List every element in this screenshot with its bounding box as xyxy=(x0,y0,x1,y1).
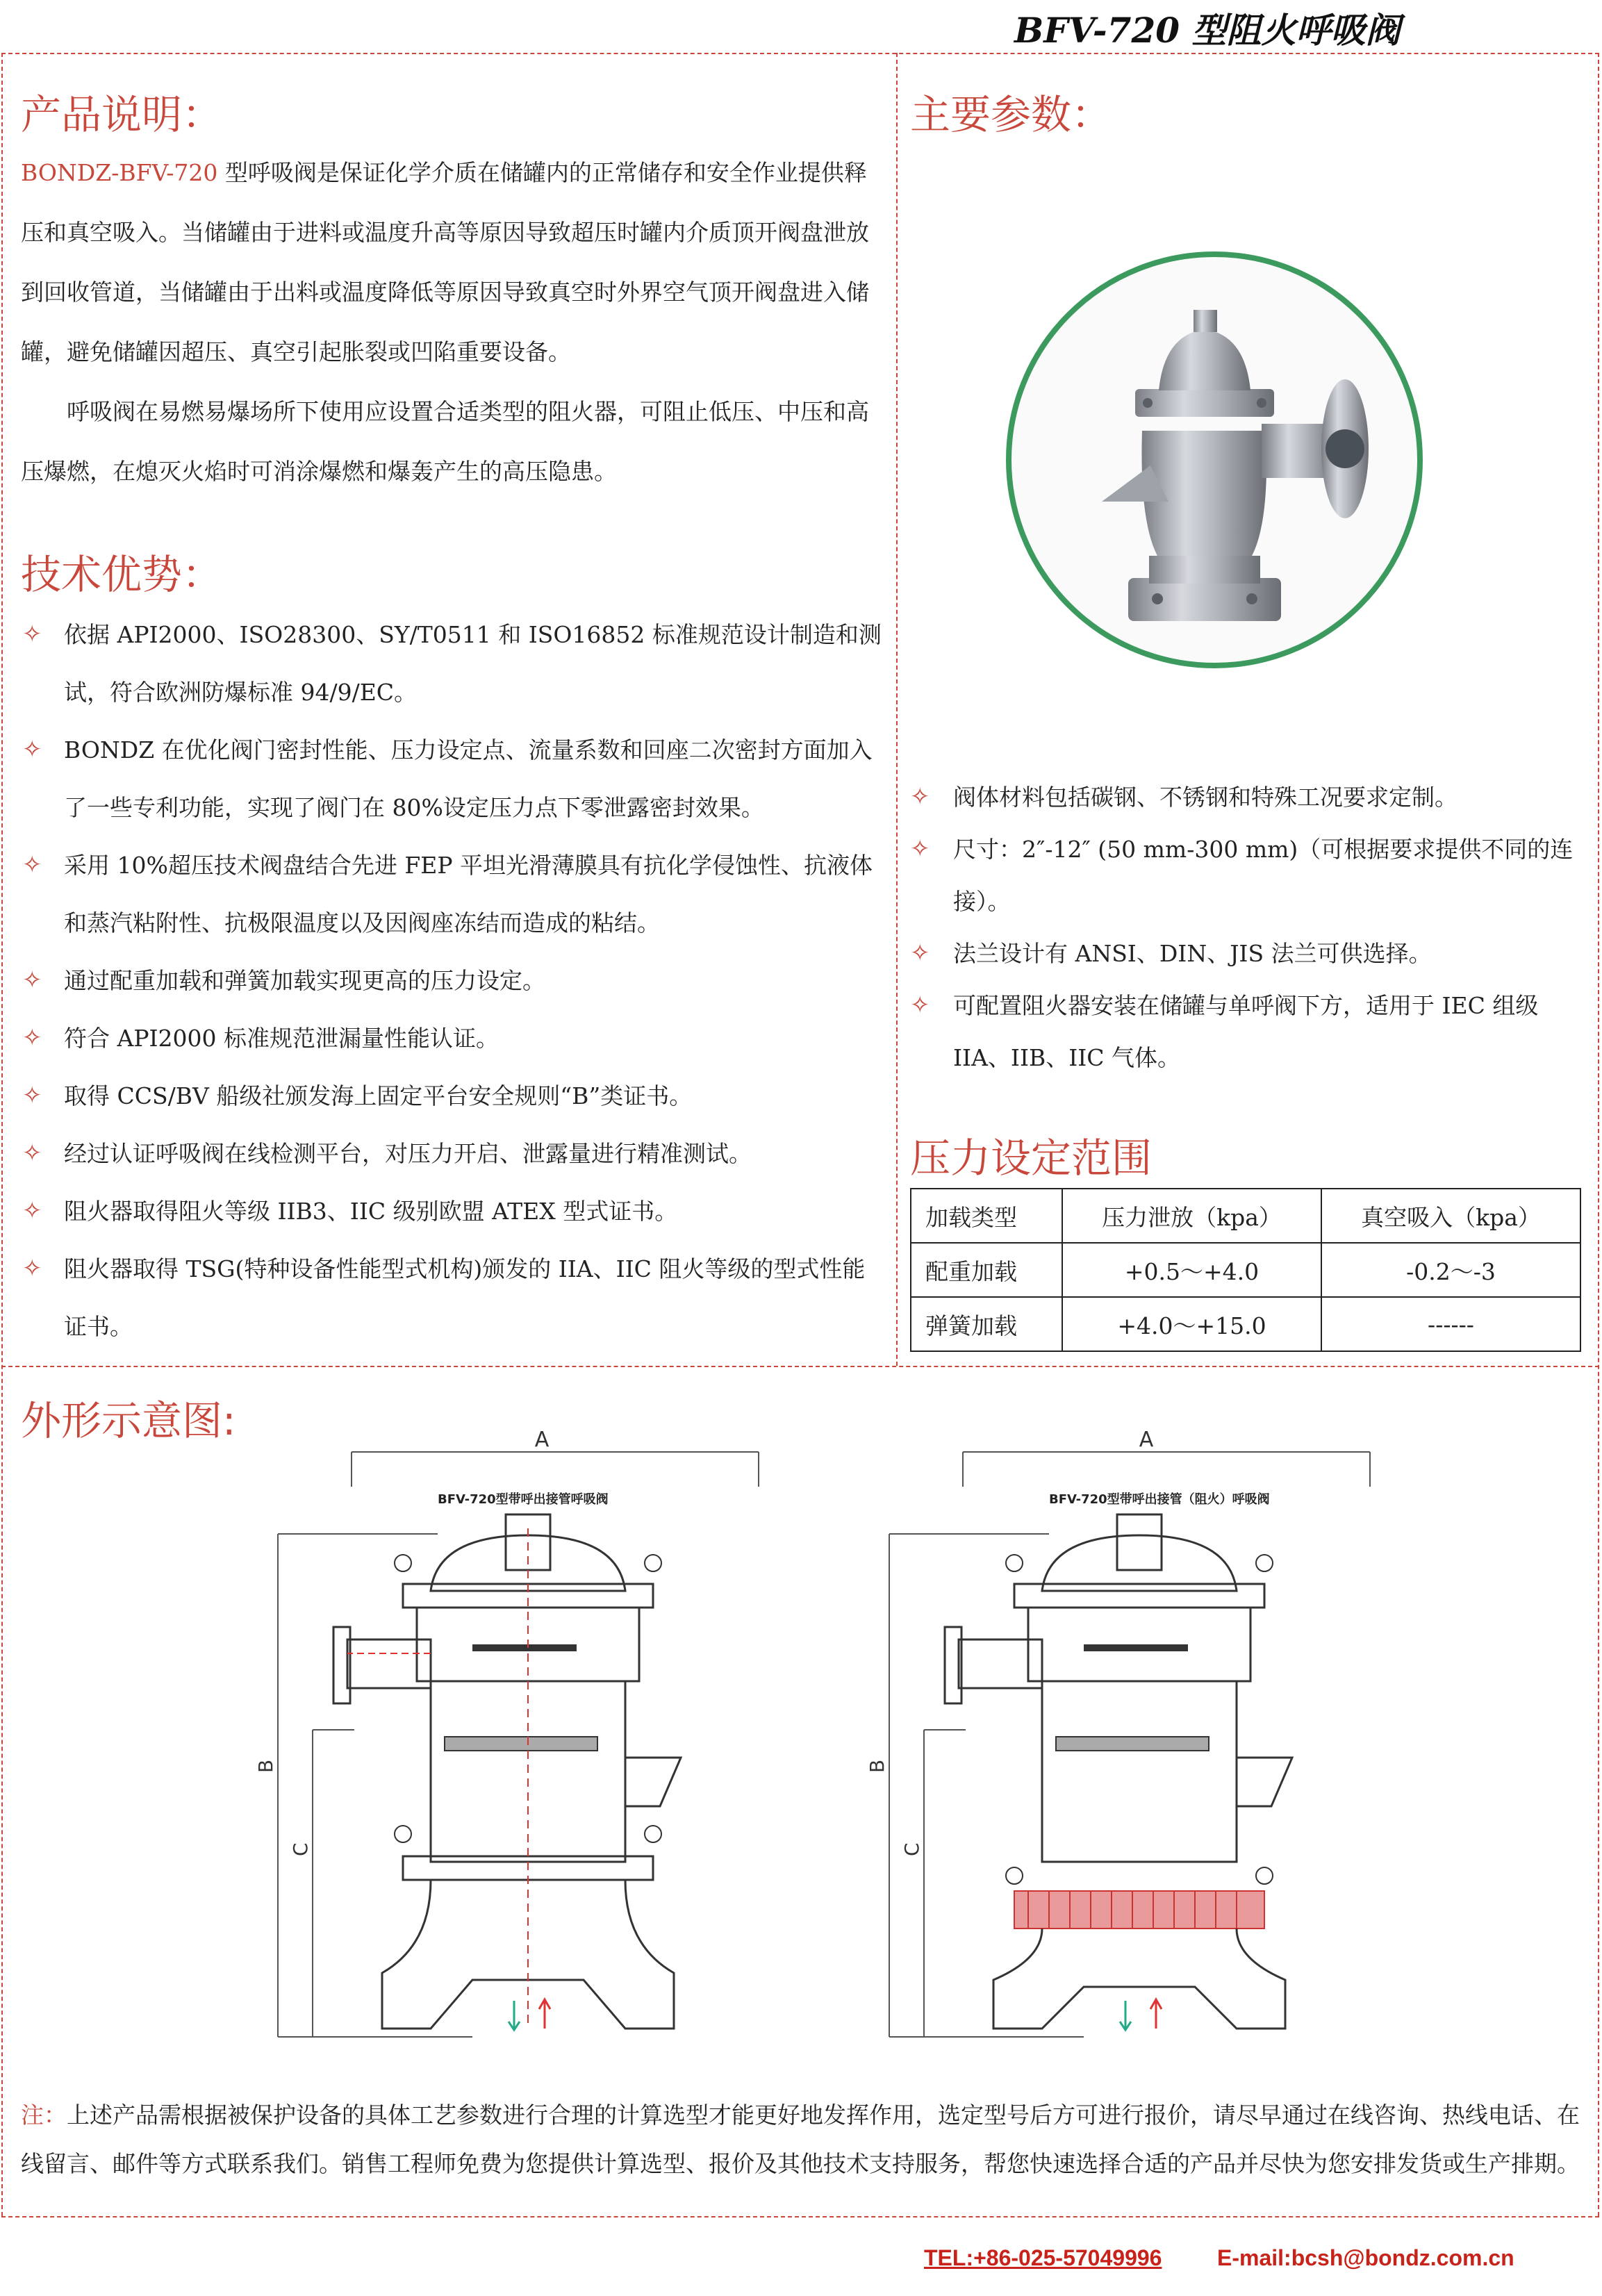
note-label: 注： xyxy=(21,2101,67,2129)
product-description-paragraph-1: BONDZ-BFV-720 型呼吸阀是保证化学介质在储罐内的正常储存和安全作业提供释压和真空吸入。当储罐由于进料或温度升高等原因导致超压时罐内介质顶开阀盘泄放到回收管道，当储罐由于出料或温度降低等原因导致真空时外界空气顶开阀盘进入储罐，避免储罐因超压、真空引起胀裂或凹陷重要设备。 xyxy=(21,159,869,365)
frame-left xyxy=(1,53,3,2216)
main-params-heading: 主要参数： xyxy=(910,91,1112,138)
sparkle-bullet-icon: ✧ xyxy=(22,1082,42,1109)
dimension-c-label: C xyxy=(289,1842,312,1856)
product-description-paragraph-2: 呼吸阀在易燃易爆场所下使用应设置合适类型的阻火器，可阻止低压、中压和高压爆燃，在熄灭火焰时可消涂爆燃和爆轰产生的高压隐患。 xyxy=(21,398,869,485)
sparkle-bullet-icon: ✧ xyxy=(22,851,42,879)
product-description xyxy=(21,143,886,502)
sparkle-bullet-icon: ✧ xyxy=(22,1024,42,1052)
list-item: ✧ 阀体材料包括碳钢、不锈钢和特殊工况要求定制。 xyxy=(910,771,1584,823)
table-row xyxy=(911,1243,1580,1297)
list-item: ✧ 符合 API2000 标准规范泄漏量性能认证。 xyxy=(21,1009,886,1067)
column-header: 真空吸入（kpa） xyxy=(1321,1189,1580,1243)
sparkle-bullet-icon: ✧ xyxy=(22,1197,42,1225)
list-item: ✧ 阻火器取得阻火等级 IIB3、IIC 级别欧盟 ATEX 型式证书。 xyxy=(21,1182,886,1240)
list-item: ✧ 尺寸：2″-12″ (50 mm-300 mm)（可根据要求提供不同的连接）。 xyxy=(910,823,1584,927)
list-item: ✧ 依据 API2000、ISO28300、SY/T0511 和 ISO16852 标准规范设计制造和测试，符合欧洲防爆标准 94/9/EC。 xyxy=(21,606,886,721)
column-header: 压力泄放（kpa） xyxy=(1062,1189,1321,1243)
drawing-title: BFV-720型带呼出接管呼吸阀 xyxy=(438,1492,609,1507)
dimension-b-label: B xyxy=(866,1759,889,1773)
list-item: ✧ 法兰设计有 ANSI、DIN、JIS 法兰可供选择。 xyxy=(910,927,1584,980)
sparkle-bullet-icon: ✧ xyxy=(22,736,42,763)
frame-middle xyxy=(1,1366,1599,1367)
dimension-a-label: A xyxy=(534,1428,550,1452)
email-link[interactable]: E-mail:bcsh@bondz.com.cn xyxy=(1217,2245,1514,2270)
sparkle-bullet-icon: ✧ xyxy=(22,620,42,648)
sparkle-bullet-icon: ✧ xyxy=(22,1139,42,1167)
table-cell: +4.0～+15.0 xyxy=(1062,1297,1321,1351)
sparkle-bullet-icon: ✧ xyxy=(910,939,930,967)
pressure-range-heading: 压力设定范围 xyxy=(910,1134,1153,1182)
sparkle-bullet-icon: ✧ xyxy=(910,991,930,1019)
frame-top xyxy=(1,53,1599,54)
sparkle-bullet-icon: ✧ xyxy=(22,966,42,994)
footer-note xyxy=(21,2091,1584,2188)
frame-right xyxy=(1598,53,1599,2216)
table-cell: -0.2～-3 xyxy=(1321,1243,1580,1297)
product-description-heading: 产品说明： xyxy=(21,91,223,138)
valve-photo-illustration xyxy=(1011,257,1417,663)
list-item: ✧ 采用 10%超压技术阀盘结合先进 FEP 平坦光滑薄膜具有抗化学侵蚀性、抗液体和蒸汽粘附性、抗极限温度以及因阀座冻结而造成的粘结。 xyxy=(21,836,886,952)
dimension-a-label: A xyxy=(1139,1428,1154,1452)
frame-bottom xyxy=(1,2216,1599,2217)
pressure-range-table xyxy=(910,1188,1581,1352)
column-divider xyxy=(896,53,898,1366)
table-cell: ------ xyxy=(1321,1297,1580,1351)
tech-advantages-heading: 技术优势： xyxy=(21,551,223,598)
brand-name: BONDZ-BFV-720 xyxy=(21,159,218,186)
outline-drawing-1 xyxy=(254,1428,792,2056)
dimension-b-label: B xyxy=(254,1759,277,1773)
phone-link[interactable]: TEL:+86-025-57049996 xyxy=(924,2245,1162,2270)
list-item: ✧ BONDZ 在优化阀门密封性能、压力设定点、流量系数和回座二次密封方面加入了一些专利功能，实现了阀门在 80%设定压力点下零泄露密封效果。 xyxy=(21,721,886,836)
product-photo xyxy=(1006,251,1423,668)
note-text: 上述产品需根据被保护设备的具体工艺参数进行合理的计算选型才能更好地发挥作用，选定型号后方可进行报价，请尽早通过在线咨询、热线电话、在线留言、邮件等方式联系我们。销售工程师免费为您提供计算选型、报价及其他技术支持服务，帮您快速选择合适的产品并尽快为您安排发货或生产排期。 xyxy=(21,2101,1580,2177)
document-title: BFV-720 型阻火呼吸阀 xyxy=(1014,10,1401,51)
list-item: ✧ 取得 CCS/BV 船级社颁发海上固定平台安全规则“B”类证书。 xyxy=(21,1067,886,1125)
list-item: ✧ 阻火器取得 TSG(特种设备性能型式机构)颁发的 IIA、IIC 阻火等级的型式性能证书。 xyxy=(21,1240,886,1355)
sparkle-bullet-icon: ✧ xyxy=(910,835,930,863)
tech-advantages-list xyxy=(21,606,886,1355)
sparkle-bullet-icon: ✧ xyxy=(22,1255,42,1282)
list-item: ✧ 通过配重加载和弹簧加载实现更高的压力设定。 xyxy=(21,952,886,1009)
table-cell: 配重加载 xyxy=(911,1243,1062,1297)
outline-drawing-2 xyxy=(866,1428,1403,2056)
column-header: 加载类型 xyxy=(911,1189,1062,1243)
table-cell: +0.5～+4.0 xyxy=(1062,1243,1321,1297)
table-cell: 弹簧加载 xyxy=(911,1297,1062,1351)
outline-heading: 外形示意图: xyxy=(21,1397,236,1444)
list-item: ✧ 可配置阻火器安装在储罐与单呼阀下方，适用于 IEC 组级 IIA、IIB、IIC 气体。 xyxy=(910,980,1584,1084)
dimension-c-label: C xyxy=(900,1842,923,1856)
list-item: ✧ 经过认证呼吸阀在线检测平台，对压力开启、泄露量进行精准测试。 xyxy=(21,1125,886,1182)
table-header-row xyxy=(911,1189,1580,1243)
drawing-title: BFV-720型带呼出接管（阻火）呼吸阀 xyxy=(1049,1492,1270,1507)
table-row xyxy=(911,1297,1580,1351)
sparkle-bullet-icon: ✧ xyxy=(910,783,930,811)
main-params-list xyxy=(910,771,1584,1084)
